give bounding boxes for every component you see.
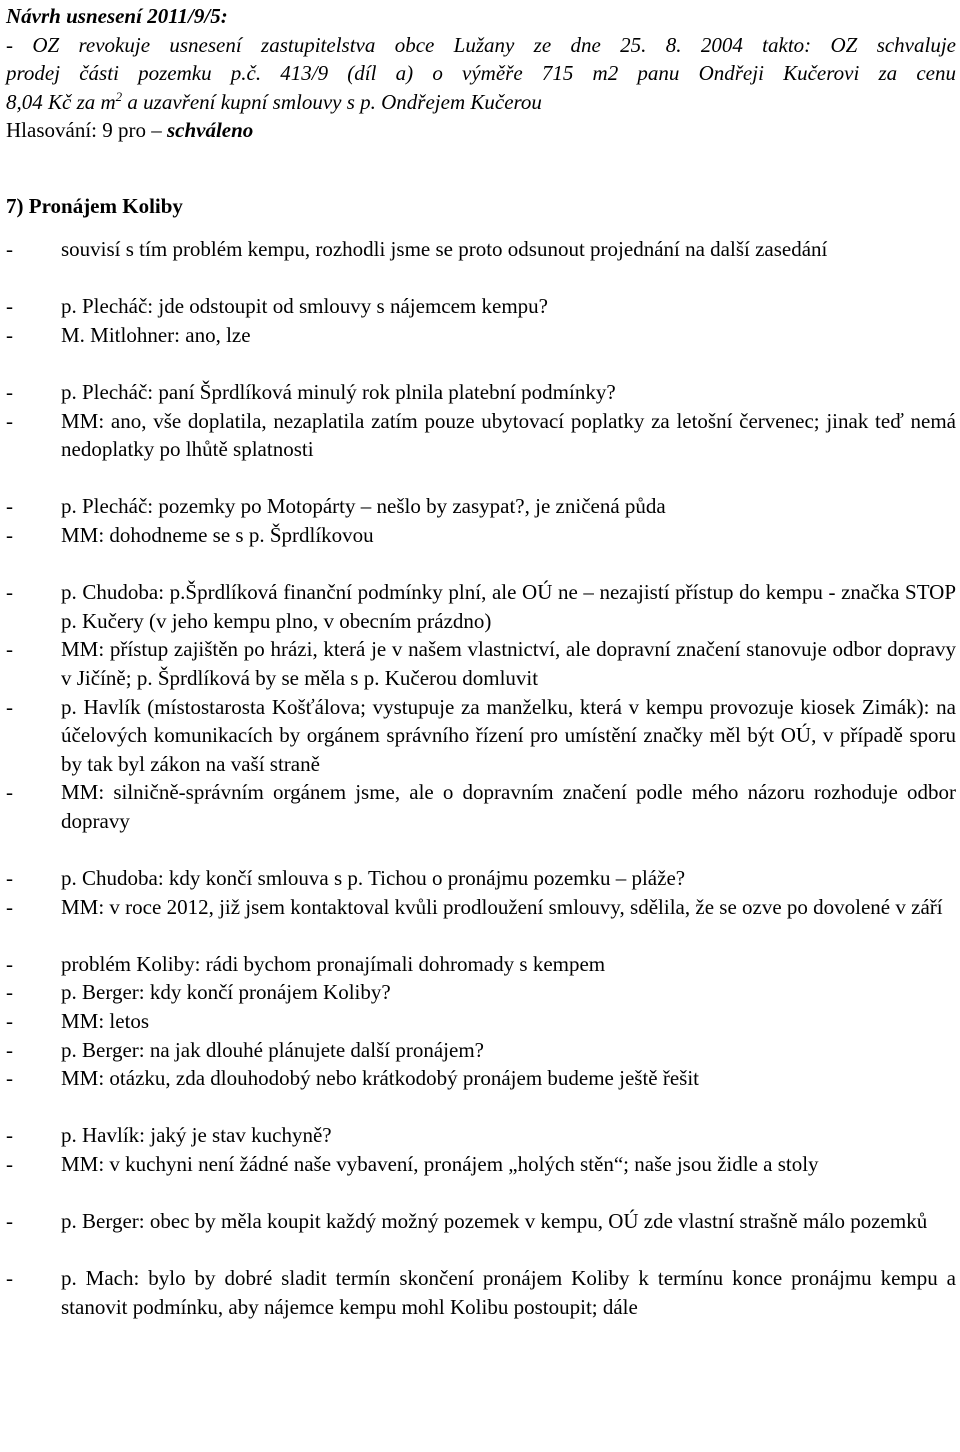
bullet-dash: -: [6, 637, 13, 662]
bullet-dash: -: [6, 494, 13, 519]
discussion-item: [6, 1121, 956, 1150]
bullet-dash: -: [6, 580, 13, 605]
vote-line: [6, 116, 956, 145]
bullet-dash: -: [6, 408, 13, 433]
discussion-item: [6, 1064, 956, 1093]
resolution-line: prodej části pozemku p.č. 413/9 (díl a) o výměře 715 m2 panu Ondřeji Kučerovi za cenu: [6, 61, 956, 86]
discussion-item: [6, 407, 956, 464]
group-spacer: [6, 835, 956, 864]
discussion-item: [6, 235, 956, 264]
superscript: 2: [115, 88, 123, 104]
discussion-item: [6, 635, 956, 692]
discussion-item: [6, 492, 956, 521]
discussion-text: p. Berger: na jak dlouhé plánujete další pronájem?: [61, 1037, 484, 1062]
discussion-text: problém Koliby: rádi bychom pronajímali dohromady s kempem: [61, 951, 606, 976]
discussion-item: [6, 978, 956, 1007]
discussion-text: MM: v roce 2012, již jsem kontaktoval kvůli prodloužení smlouvy, sdělila, že se ozve po dovolené v září: [61, 894, 943, 919]
vote-result: schváleno: [166, 118, 254, 143]
bullet-dash: -: [6, 1152, 13, 1176]
bullet-dash: -: [6, 980, 13, 1005]
vote-prefix: Hlasování: 9 pro –: [6, 118, 167, 143]
discussion-item: [6, 893, 956, 922]
discussion-item: [6, 578, 956, 635]
discussion-text: MM: přístup zajištěn po hrázi, která je v našem vlastnictví, ale dopravní značení stanovuje odbor dopravy v Jičíně; p. Šprdlíková by se měla s p. Kučerou domluvit: [61, 637, 956, 690]
bullet-dash: -: [6, 1066, 13, 1091]
discussion-text: MM: letos: [61, 1009, 150, 1034]
discussion-text: p. Plecháč: jde odstoupit od smlouvy s nájemcem kempu?: [61, 294, 548, 319]
discussion-text: M. Mitlohner: ano, lze: [61, 322, 251, 347]
bullet-dash: -: [6, 780, 13, 805]
resolution-block: [6, 2, 956, 145]
bullet-dash: -: [6, 1209, 13, 1234]
bullet-dash: -: [6, 522, 13, 547]
group-spacer: [6, 550, 956, 579]
resolution-line: 8,04 Kč za $m^2$ a uzavření kupní smlouvy s p. Ondřejem Kučerou: [6, 88, 542, 114]
bullet-dash: -: [6, 894, 13, 919]
discussion-text: MM: v kuchyni není žádné naše vybavení, pronájem „holých stěn“; naše jsou židle a stoly: [61, 1152, 819, 1176]
discussion-item: [6, 778, 956, 835]
discussion-text: MM: ano, vše doplatila, nezaplatila zatím pouze ubytovací poplatky za letošní červenec; jinak teď nemá nedoplatky po lhůtě splatnosti: [61, 408, 956, 462]
group-spacer: [6, 1236, 956, 1265]
bullet-dash: -: [6, 694, 13, 719]
bullet-dash: -: [6, 1123, 13, 1148]
discussion-item: [6, 321, 956, 350]
bullet-dash: -: [6, 866, 13, 891]
discussion-text: p. Havlík (místostarosta Košťálova; vystupuje za manželku, která v kempu provozuje kiosek Zimák): na účelových komunikacích by orgánem správního řízení pro umístění značky měl být OÚ, v případě sporu by tak byl zákon na vaší straně: [61, 694, 956, 776]
resolution-line: - OZ revokuje usnesení zastupitelstva obce Lužany ze dne 25. 8. 2004 takto: OZ schvaluje: [6, 32, 956, 57]
discussion-item: [6, 521, 956, 550]
bullet-dash: -: [6, 951, 13, 976]
section-title: 7) Pronájem Koliby: [6, 194, 183, 218]
group-spacer: [6, 1093, 956, 1122]
discussion-item: [6, 1150, 956, 1179]
discussion-text: MM: dohodneme se s p. Šprdlíkovou: [61, 522, 374, 547]
group-spacer: [6, 464, 956, 493]
group-spacer: [6, 264, 956, 293]
discussion-text: p. Havlík: jaký je stav kuchyně?: [61, 1123, 332, 1148]
discussion-text: p. Berger: kdy končí pronájem Koliby?: [61, 980, 391, 1005]
discussion-text: p. Chudoba: kdy končí smlouva s p. Tichou o pronájmu pozemku – pláže?: [61, 866, 686, 891]
discussion-item: [6, 1036, 956, 1065]
group-spacer: [6, 349, 956, 378]
resolution-heading: Návrh usnesení 2011/9/5:: [6, 4, 228, 28]
discussion-text: p. Berger: obec by měla koupit každý možný pozemek v kempu, OÚ zde vlastní strašně málo pozemků: [61, 1209, 928, 1234]
discussion-text: p. Mach: bylo by dobré sladit termín skončení pronájem Koliby k termínu konce pronájmu kempu a stanovit podmínku, aby nájemce kempu mohl Kolibu postoupit; dále: [61, 1266, 956, 1319]
bullet-dash: -: [6, 237, 13, 261]
group-spacer: [6, 921, 956, 950]
discussion-item: [6, 864, 956, 893]
discussion-item: [6, 1007, 956, 1036]
discussion-item: [6, 693, 956, 779]
bullet-dash: -: [6, 322, 13, 347]
discussion-item: [6, 378, 956, 407]
discussion-item: [6, 1264, 956, 1321]
discussion-text: MM: silničně-správním orgánem jsme, ale o dopravním značení podle mého názoru rozhoduje odbor dopravy: [61, 780, 956, 833]
section-body: [6, 235, 956, 1322]
bullet-dash: -: [6, 294, 13, 319]
bullet-dash: -: [6, 1266, 13, 1291]
group-spacer: [6, 1179, 956, 1208]
discussion-item: [6, 1207, 956, 1236]
discussion-text: p. Chudoba: p.Šprdlíková finanční podmínky plní, ale OÚ ne – nezajistí přístup do kempu - značka STOP p. Kučery (v jeho kempu plno, v obecním prázdno): [61, 580, 956, 633]
discussion-item: [6, 950, 956, 979]
discussion-text: p. Plecháč: paní Šprdlíková minulý rok plnila platební podmínky?: [61, 379, 616, 404]
discussion-text: p. Plecháč: pozemky po Motopárty – nešlo by zasypat?, je zničená půda: [61, 494, 666, 519]
bullet-dash: -: [6, 1037, 13, 1062]
bullet-dash: -: [6, 379, 13, 404]
discussion-text: souvisí s tím problém kempu, rozhodli jsme se proto odsunout projednání na další zasedání: [61, 237, 828, 261]
discussion-text: MM: otázku, zda dlouhodobý nebo krátkodobý pronájem budeme ještě řešit: [61, 1066, 700, 1091]
discussion-item: [6, 292, 956, 321]
bullet-dash: -: [6, 1009, 13, 1034]
